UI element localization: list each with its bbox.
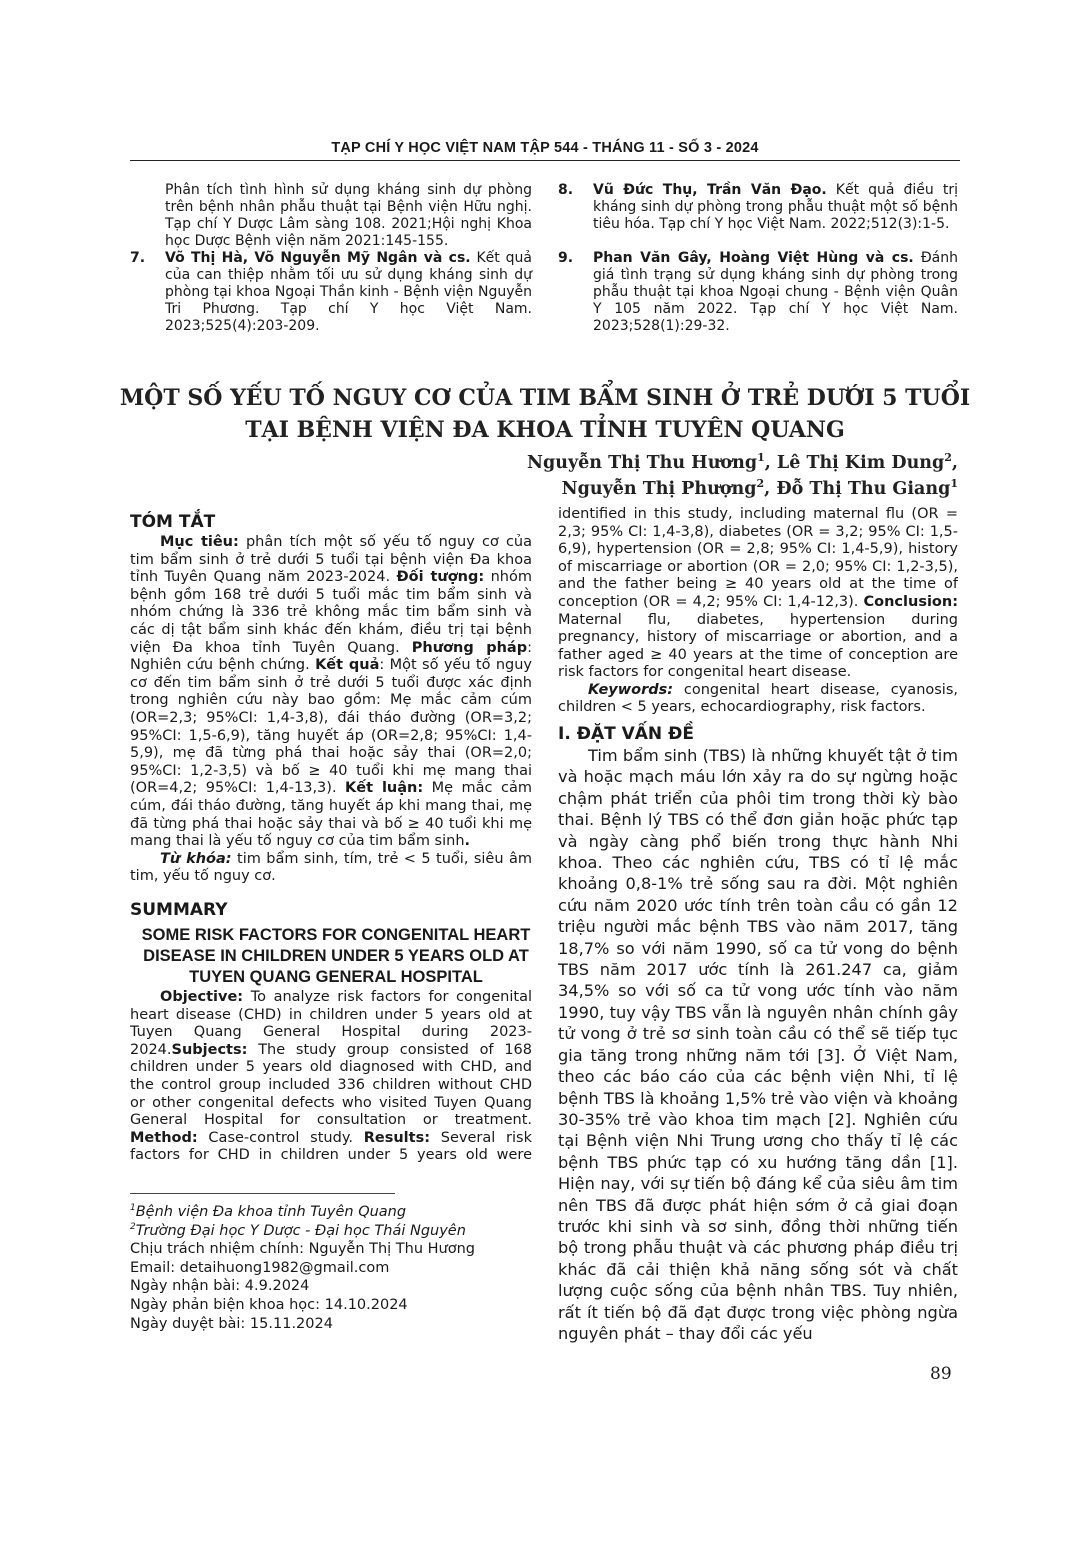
author-name: Đỗ Thị Thu Giang: [776, 479, 951, 499]
label-subjects: Đối tượng:: [396, 569, 485, 586]
date-received: Ngày nhận bài: 4.9.2024: [130, 1278, 310, 1295]
results-en-text: Several risk factors for CHD in children under 5 years old were: [130, 1129, 532, 1164]
article-title: [110, 382, 980, 446]
abstract-vi: Mục tiêu: phân tích một số yếu tố nguy cơ của tim bẩm sinh ở trẻ dưới 5 tuổi tại bệnh viện Đa khoa tỉnh Tuyên Quang năm 2023-2024. Đối tượng: nhóm bệnh gồm 168 trẻ dưới 5 tuổi mắc tim bẩm sinh và nhóm chứng là 336 trẻ không mắc tim bẩm sinh và các dị tật bẩm sinh khác đến khám, điều trị tại bệnh viện Đa khoa tỉnh Tuyên Quang. Phương pháp: Nghiên cứu bệnh chứng. Kết quả: Một số yếu tố nguy cơ đến tim bẩm sinh ở trẻ dưới 5 tuổi được xác định trong nghiên cứu này bao gồm: Mẹ mắc cảm cúm (OR=2,3; 95%CI: 1,4-3,8), đái tháo đường (OR=3,2; 95%CI: 1,5-6,9), tăng huyết áp (OR=2,8; 95%CI: 1,4-5,9), mẹ đã từng phá thai hoặc sảy thai (OR=2,0; 95%CI: 1,2-3,5) và bố ≥ 40 tuổi khi mẹ mang thai (OR=4,2; 95%CI: 1,4-13,3). Kết luận: Mẹ mắc cảm cúm, đái tháo đường, tăng huyết áp khi mang thai, mẹ đã từng phá thai hoặc sảy thai và bố ≥ 40 tuổi khi mẹ mang thai là yếu tố nguy cơ của tim bẩm sinh. Từ khóa: tim bẩm sinh, tím, trẻ < 5 tuổi, siêu âm tim, yếu tố nguy cơ.: [130, 534, 532, 885]
keywords-en-text: congenital heart disease, cyanosis, children < 5 years, echocardiography, risk factors.: [558, 681, 958, 716]
objective-text: phân tích một số yếu tố nguy cơ của tim bẩm sinh ở trẻ dưới 5 tuổi tại bệnh viện Đa khoa tỉnh Tuyên Quang năm 2023-2024.: [130, 534, 532, 586]
affiliation-mark: 1: [130, 1203, 136, 1214]
author-name: Nguyễn Thị Phượng: [561, 479, 757, 499]
reference-number: 8.: [558, 182, 574, 198]
reference-8: [558, 182, 958, 233]
reference-6-continued: [130, 182, 532, 250]
footnote-rule: [130, 1193, 395, 1194]
objective-en-text: To analyze risk factors for congenital heart disease (CHD) in children under 5 years old at Tuyen Quang General Hospital during 2023-2024.: [130, 989, 532, 1058]
affiliation-mark: 2: [756, 477, 765, 491]
reference-number: 7.: [130, 250, 146, 266]
label-method-en: Method:: [130, 1129, 198, 1146]
keywords-text: tim bẩm sinh, tím, trẻ < 5 tuổi, siêu âm tim, yếu tố nguy cơ.: [130, 850, 532, 885]
label-subjects-en: Subjects:: [171, 1041, 248, 1058]
author-name: Nguyễn Thị Thu Hương: [527, 453, 758, 473]
conclusion-text: Mẹ mắc cảm cúm, đái tháo đường, tăng huyết áp khi mang thai, mẹ đã từng phá thai hoặc sảy thai và bố ≥ 40 tuổi khi mẹ mang thai là yếu tố nguy cơ của tim bẩm sinh: [130, 780, 532, 850]
reference-text: Kết quả của can thiệp nhằm tối ưu sử dụng kháng sinh dự phòng tại khoa Ngoại Thần kinh - Bệnh viện Nguyễn Tri Phương. Tạp chí Y học Việt Nam. 2023;525(4):203-209.: [165, 250, 532, 334]
reference-7: [130, 250, 532, 335]
reference-authors: Phan Văn Gây, Hoàng Việt Hùng và cs.: [593, 250, 914, 266]
label-conclusion: Kết luận:: [345, 780, 424, 797]
title-line: MỘT SỐ YẾU TỐ NGUY CƠ CỦA TIM BẨM SINH Ở TRẺ DƯỚI 5 TUỔI: [119, 385, 971, 411]
method-en-text: Case-control study.: [197, 1129, 364, 1146]
affiliation-1: Bệnh viện Đa khoa tỉnh Tuyên Quang: [135, 1204, 407, 1220]
abstract-en-part2: [558, 506, 958, 718]
journal-header: TẠP CHÍ Y HỌC VIỆT NAM TẬP 544 - THÁNG 11 - SỐ 3 - 2024: [331, 140, 759, 156]
affiliation-mark: 1: [950, 477, 958, 491]
summary-title: SOME RISK FACTORS FOR CONGENITAL HEART DISEASE IN CHILDREN UNDER 5 YEARS OLD AT TUYEN QUANG GENERAL HOSPITAL: [141, 926, 531, 986]
reference-text: Kết quả điều trị kháng sinh dự phòng trong phẫu thuật một số bệnh tiêu hóa. Tạp chí Y học Việt Nam. 2022;512(3):1-5.: [593, 182, 958, 232]
author-list: Nguyễn Thị Thu Hương$^1$, Lê Thị Kim Dung$^2$, Nguyễn Thị Phượng$^2$, Đỗ Thị Thu Giang$^1$: [527, 451, 958, 499]
reference-6-text: Phân tích tình hình sử dụng kháng sinh dự phòng trên bệnh nhân phẫu thuật tại Bệnh viện Hữu nghị. Tạp chí Y Dược Lâm sàng 108. 2021;Hội nghị Khoa học Dược Bệnh viện năm 2021:145-155.: [165, 182, 532, 249]
method-text: : Nghiên cứu bệnh chứng.: [130, 639, 532, 674]
results-text: : Một số yếu tố nguy cơ đến tim bẩm sinh ở trẻ dưới 5 tuổi được xác định trong nghiên cứu này bao gồm: Mẹ mắc cảm cúm (OR=2,3; 95%CI: 1,4-3,8), đái tháo đường (OR=3,2; 95%CI: 1,5-6,9), tăng huyết áp (OR=2,8; 95%CI: 1,4-5,9), mẹ đã từng phá thai hoặc sảy thai (OR=2,0; 95%CI: 1,2-3,5) và bố ≥ 40 tuổi khi mẹ mang thai (OR=4,2; 95%CI: 1,4-13,3).: [130, 657, 532, 797]
intro-heading: I. ĐẶT VẤN ĐỀ: [558, 724, 694, 744]
affiliation-mark: 2: [944, 451, 952, 465]
reference-authors: Vũ Đức Thụ, Trần Văn Đạo.: [593, 182, 827, 198]
corresponding-author: Chịu trách nhiệm chính: Nguyễn Thị Thu Hương: [130, 1241, 476, 1258]
conclusion-en-text: Maternal flu, diabetes, hypertension during pregnancy, history of miscarriage or abortion, and a father aged ≥ 40 years at the time of conception are risk factors for congenital heart disease.: [558, 611, 958, 681]
abstract-en-part1: [130, 989, 532, 1165]
label-results: Kết quả: [315, 657, 380, 674]
footnotes: [130, 1203, 532, 1333]
reference-9: [558, 250, 958, 335]
affiliation-mark: 2: [130, 1221, 136, 1232]
contact-email: Email: detaihuong1982@gmail.com: [130, 1259, 390, 1276]
subjects-text: nhóm bệnh gồm 168 trẻ dưới 5 tuổi mắc tim bẩm sinh và nhóm chứng là 336 trẻ không mắc tim bẩm sinh và các dị tật bẩm sinh khác đến khám, điều trị tại bệnh viện Đa khoa tỉnh Tuyên Quang.: [130, 569, 532, 656]
affiliation-2: Trường Đại học Y Dược - Đại học Thái Nguyên: [135, 1222, 466, 1239]
intro-text: Tim bẩm sinh (TBS) là những khuyết tật ở tim và hoặc mạch máu lớn xảy ra do sự ngừng hoặc chậm phát triển của phôi tim trong thời kỳ bào thai. Bệnh lý TBS có thể đơn giản hoặc phức tạp và ngày càng phổ biến trong thực hành Nhi khoa. Theo các nghiên cứu, TBS có tỉ lệ mắc khoảng 0,8-1% trẻ sống sau ra đời. Một nghiên cứu năm 2020 ước tính trên toàn cầu có gần 12 triệu người mắc bệnh TBS vào năm 2017, tăng 18,7% so với năm 1990, số ca tử vong do bệnh TBS năm 2017 ước tính là 261.247 ca, giảm 34,5% so với số ca tử vong ước tính vào năm 1990, tuy vậy TBS vẫn là nguyên nhân chính gây tử vong ở trẻ sơ sinh toàn cầu có thể sẽ tiếp tục gia tăng trong những năm tới [3]. Ở Việt Nam, theo các báo cáo của các bệnh viện Nhi, tỉ lệ bệnh TBS là khoảng 1,5% trẻ vào viện và khoảng 30-35% trẻ vào khoa tim mạch [2]. Nghiên cứu tại Bệnh viện Nhi Trung ương cho thấy tỉ lệ các bệnh TBS phức tạp có xu hướng tăng dần [1]. Hiện nay, với sự tiến bộ đáng kể của siêu âm tim nên TBS đã được phát hiện sớm ở cả giai đoạn trước khi sinh và sơ sinh, đồng thời những tiến bộ trong phẫu thuật và các phương pháp điều trị khác đã cải thiện khả năng sống sót và chất lượng cuộc sống của bệnh nhân TBS. Tuy nhiên, rất ít tiến bộ đã đạt được trong việc phòng ngừa nguyên phát – thay đổi các yếu: [558, 746, 958, 1343]
label-keywords-en: Keywords:: [588, 681, 674, 698]
reference-text: Đánh giá tình trạng sử dụng kháng sinh dự phòng trong phẫu thuật tại khoa Ngoại chung - Bệnh viện Quân Y 105 năm 2022. Tạp chí Y học Việt Nam. 2023;528(1):29-32.: [593, 250, 959, 334]
title-line: TẠI BỆNH VIỆN ĐA KHOA TỈNH TUYÊN QUANG: [245, 417, 845, 443]
results-en-text: identified in this study, including maternal flu (OR = 2,3; 95% CI: 1,4-3,8), diabetes (OR = 3,2; 95% CI: 1,5-6,9), hypertension (OR = 2,8; 95% CI: 1,4-5,9), history of miscarriage or abortion (OR = 2,0; 95% CI: 1,2-3,5), and the father being ≥ 40 years old at the time of conception (OR = 4,2; 95% CI: 1,4-12,3).: [558, 506, 958, 610]
page-number: 89: [930, 1364, 952, 1384]
label-conclusion-en: Conclusion:: [863, 593, 958, 610]
date-accepted: Ngày duyệt bài: 15.11.2024: [130, 1315, 333, 1332]
author-name: Lê Thị Kim Dung: [776, 453, 945, 473]
intro-paragraph: [558, 745, 958, 1357]
abstract-vi-heading: TÓM TẮT: [130, 512, 216, 532]
label-keywords: Từ khóa:: [160, 850, 232, 867]
label-objective-en: Objective:: [160, 989, 244, 1005]
label-method: Phương pháp: [411, 639, 528, 656]
subjects-en-text: The study group consisted of 168 children under 5 years old diagnosed with CHD, and the control group included 336 children without CHD or other congenital defects who visited Tuyen Quang General Hospital for consultation or treatment.: [130, 1041, 532, 1129]
header-rule: [130, 160, 960, 161]
label-results-en: Results:: [363, 1129, 431, 1146]
label-objective: Mục tiêu:: [160, 534, 239, 550]
date-reviewed: Ngày phản biện khoa học: 14.10.2024: [130, 1296, 408, 1313]
reference-number: 9.: [558, 250, 574, 266]
affiliation-mark: 1: [757, 451, 765, 465]
reference-authors: Võ Thị Hà, Võ Nguyễn Mỹ Ngân và cs.: [165, 250, 471, 266]
summary-heading: SUMMARY: [130, 900, 228, 920]
